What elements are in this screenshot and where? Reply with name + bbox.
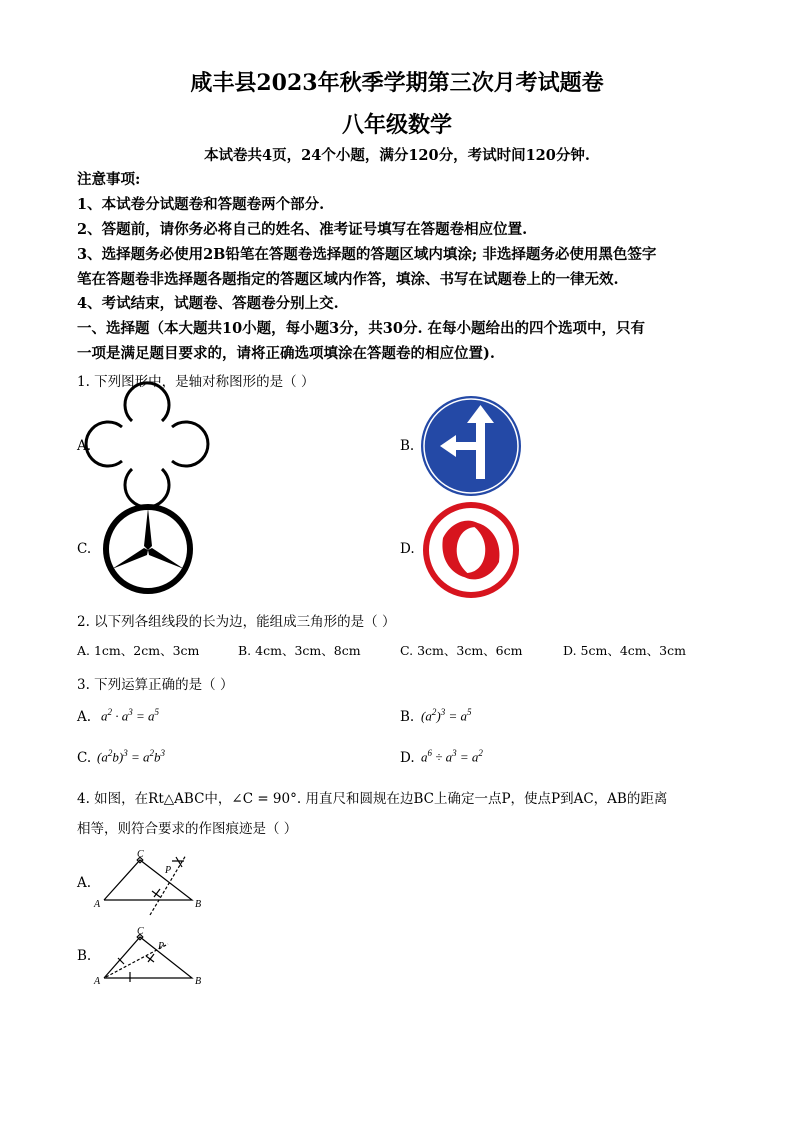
note-item: 笔在答题卷非选择题各题指定的答题区域内作答，填涂、书写在试题卷上的一律无效.	[77, 271, 619, 288]
note-item: 2、答题前，请你务必将自己的姓名、准考证号填写在答题卷相应位置.	[77, 221, 528, 238]
note-item: 3、选择题务必使用2B铅笔在答题卷选择题的答题区域内填涂; 非选择题务必使用黑色签字	[77, 246, 657, 263]
q2-option-d: D. 5cm、4cm、3cm	[563, 643, 686, 658]
q1-stem: 1. 下列图形中，是轴对称图形的是（ ）	[77, 374, 315, 390]
q4-option-b-label: B.	[77, 948, 92, 964]
q2-option-b: B. 4cm、3cm、8cm	[238, 643, 361, 658]
note-item: 1、本试卷分试题卷和答题卷两个部分.	[77, 196, 325, 213]
q3-option-c-label: C.	[77, 750, 92, 766]
q4-stem-line1: 4. 如图，在Rt△ABC中，∠C = 90°. 用直尺和圆规在边BC上确定一点P，使点P到AC，AB的距离	[77, 791, 668, 807]
clover-figure	[94, 395, 200, 495]
section-heading: 一、选择题（本大题共10小题，每小题3分，共30分. 在每小题给出的四个选项中，只有	[77, 320, 646, 337]
q2-stem: 2. 以下列各组线段的长为边，能组成三角形的是（ ）	[77, 614, 396, 630]
q3-stem: 3. 下列运算正确的是（ ）	[77, 677, 234, 693]
q3-option-a-label: A.	[77, 709, 92, 725]
q2-option-c: C. 3cm、3cm、6cm	[400, 643, 523, 658]
q4-stem-line2: 相等，则符合要求的作图痕迹是（ ）	[77, 821, 298, 837]
q1-option-d-label: D.	[400, 541, 415, 557]
red-logo-figure	[423, 502, 519, 598]
q3-option-c-expr: $(a^2b)^3 = a^2b^3$	[97, 748, 165, 765]
q3-option-d-expr: $a^6 \div a^3 = a^2$	[421, 748, 483, 765]
q1-option-b-label: B.	[400, 438, 415, 454]
exam-title: 咸丰县2023年秋季学期第三次月考试题卷	[190, 70, 604, 96]
q4-option-a-label: A.	[77, 875, 92, 891]
label-A: A	[94, 899, 101, 910]
q3-option-b-label: B.	[400, 709, 415, 725]
label-C: C	[137, 926, 144, 937]
note-item: 4、考试结束，试题卷、答题卷分别上交.	[77, 295, 339, 312]
star-emblem-figure	[102, 503, 194, 595]
label-A: A	[94, 976, 101, 987]
q3-option-b-expr: $(a^2)^3 = a^5$	[421, 707, 472, 724]
q3-option-a-expr: $a^2 \cdot a^3 = a^5$	[101, 707, 160, 724]
q4-option-b-figure	[94, 922, 214, 990]
road-sign-figure	[420, 395, 522, 497]
label-P: P	[165, 865, 172, 876]
q1-option-a-label: A.	[77, 438, 92, 454]
label-B: B	[195, 899, 202, 910]
notes-heading: 注意事项:	[77, 171, 141, 188]
label-P: P	[158, 941, 165, 952]
q2-option-a: A. 1cm、2cm、3cm	[77, 643, 200, 658]
section-heading-cont: 一项是满足题目要求的，请将正确选项填涂在答题卷的相应位置).	[77, 345, 495, 362]
q3-option-d-label: D.	[400, 750, 415, 766]
exam-subtitle: 八年级数学	[341, 112, 452, 138]
q4-option-a-figure	[94, 845, 214, 913]
q1-option-c-label: C.	[77, 541, 92, 557]
exam-info: 本试卷共4页，24个小题，满分120分，考试时间120分钟.	[204, 147, 590, 164]
label-C: C	[137, 849, 144, 860]
label-B: B	[195, 976, 202, 987]
